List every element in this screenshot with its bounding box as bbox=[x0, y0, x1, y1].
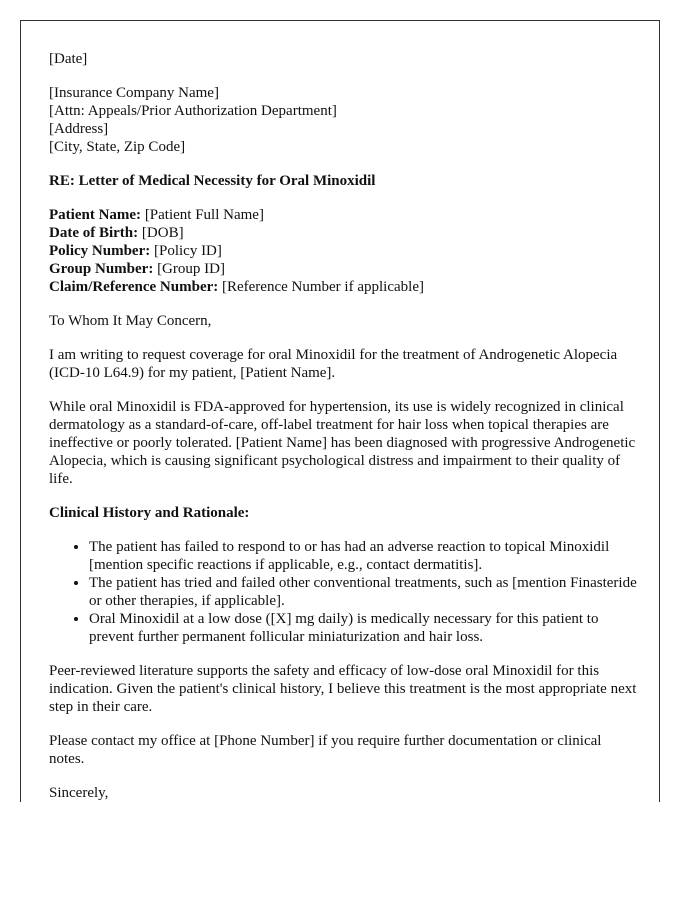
paragraph-background: While oral Minoxidil is FDA-approved for hypertension, its use is widely recognized in clinical dermatology as a standard-of-care, off-label treatment for hair loss when topical therapies are ineffective or poorly tolerated. [Patient Name] has been diagnosed with progressive Androgenetic Alopecia, which is causing significant psychological distress and impairment to their quality of life. bbox=[49, 399, 636, 487]
recipient-company: [Insurance Company Name] bbox=[49, 85, 219, 101]
salutation: To Whom It May Concern, bbox=[49, 313, 212, 329]
policy-number-label: Policy Number: bbox=[49, 243, 151, 259]
recipient-street: [Address] bbox=[49, 121, 109, 137]
history-heading: Clinical History and Rationale: bbox=[49, 505, 250, 521]
subject-line: RE: Letter of Medical Necessity for Oral Minoxidil bbox=[49, 173, 376, 189]
claim-number-label: Claim/Reference Number: bbox=[49, 279, 219, 295]
list-item: • The patient has failed to respond to or has had an adverse reaction to topical Minoxidil [mention specific reactions if applicable, e.g., contact dermatitis]. bbox=[89, 538, 639, 574]
policy-number-value: [Policy ID] bbox=[150, 243, 222, 259]
history-list bbox=[49, 538, 639, 646]
letter-body bbox=[49, 50, 639, 802]
date: [Date] bbox=[49, 51, 88, 67]
list-item: • Oral Minoxidil at a low dose ([X] mg daily) is medically necessary for this patient to prevent further permanent follicular miniaturization and hair loss. bbox=[89, 610, 639, 646]
patient-name-label: Patient Name: bbox=[49, 207, 142, 223]
closing: Sincerely, bbox=[49, 785, 109, 801]
list-item: • The patient has tried and failed other conventional treatments, such as [mention Finasteride or other therapies, if applicable]. bbox=[89, 574, 639, 610]
paragraph-contact: Please contact my office at [Phone Number] if you require further documentation or clinical notes. bbox=[49, 733, 602, 767]
patient-name-value: [Patient Full Name] bbox=[141, 207, 264, 223]
paragraph-request: I am writing to request coverage for oral Minoxidil for the treatment of Androgenetic Alopecia (ICD-10 L64.9) for my patient, [Patient Name]. bbox=[49, 347, 618, 381]
group-number-label: Group Number: bbox=[49, 261, 154, 277]
recipient-address bbox=[49, 84, 639, 156]
group-number-value: [Group ID] bbox=[153, 261, 225, 277]
dob-value: [DOB] bbox=[138, 225, 184, 241]
letter-page bbox=[20, 20, 660, 802]
paragraph-literature: Peer-reviewed literature supports the safety and efficacy of low-dose oral Minoxidil for this indication. Given the patient's clinical history, I believe this treatment is the most appropriate next step in their care. bbox=[49, 663, 637, 715]
recipient-attn: [Attn: Appeals/Prior Authorization Department] bbox=[49, 103, 337, 119]
claim-number-value: [Reference Number if applicable] bbox=[218, 279, 424, 295]
patient-info bbox=[49, 206, 639, 296]
recipient-city: [City, State, Zip Code] bbox=[49, 139, 186, 155]
dob-label: Date of Birth: bbox=[49, 225, 139, 241]
